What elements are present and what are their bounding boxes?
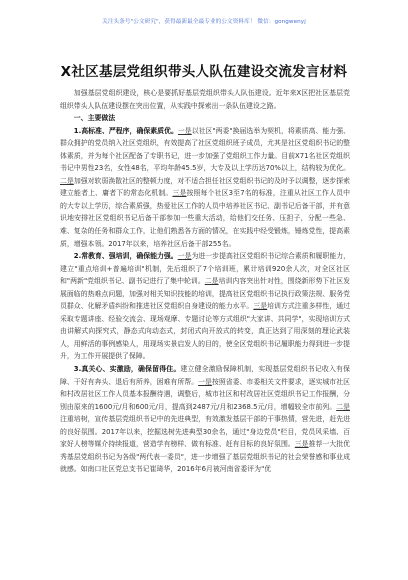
point-marker: 二是 [336,402,350,411]
paragraph-heading: 3.真关心、实激励，确保留得住。 [73,365,181,374]
document-title: X社区基层党组织带头人队伍建设交流发言材料 [60,64,348,80]
point-marker: 三是 [294,440,309,449]
paragraph-1 [60,125,350,250]
paragraph-text: 推荐一大批优秀基层党组织书记为各级"两代表一委员"，进一步增强了基层党组织书记的社会荣誉感和事业成就感。如南口社区党总支书记崔琦华，2016年6月被河南省委评为"优 [60,440,351,474]
document-body [60,87,350,476]
point-marker: 三是 [172,189,187,198]
point-marker: 三是 [253,302,268,311]
paragraph-heading: 2.常教育、强培训，确保能力强。 [73,252,178,261]
section-heading: 一、主要做法 [73,114,116,123]
paragraph-text: 培训内容突出针对性，围绕新形势下社区发展面临的热难点问题，加强对相关知识技能的培训，提高社区党组织书记执行政策法规、服务党员群众、化解矛盾纠纷和推进社区党组织自身建设的能力水平。 [60,277,351,311]
paragraph-3 [60,363,350,476]
point-marker: 二是 [204,277,219,286]
paragraph-2 [60,250,350,363]
promo-banner[interactable]: 关注头条号"公文研究"，获得最新最全最专业的公文资料库！ 微信：gongwenyj [102,19,306,25]
point-marker: 一是 [177,126,192,135]
paragraph-heading: 1.高标准、严程序，确保素质优。 [73,126,178,135]
paragraph-text: 按照省委、市委相关文件要求，逐实城市社区和村改居社区工作人员基本报酬待遇，调整后，城市社区和村改居社区党组织书记工作报酬，分别由原来的1600元/月和600元/月，提高到2487元/月和2368.5元/月，增幅较全市前列。 [60,377,351,411]
point-marker: 二是 [60,176,74,185]
paragraph-text: 以社区"两委"换届选举为契机，将素质高、能力强、群众拥护的党员纳入社区党组织，有效提高了社区党组织班子成员，尤其是社区党组织书记的整体素质，并为每个社区配备了专职书记，进一步加强了党组织工作力量。目前X71名社区党组织书记中男性23名，女性48名，平均年龄45.5岁，大专及以上学历达70%以上，结构较为优化。 [60,126,350,173]
point-marker: 一是 [198,377,212,386]
paragraph-text: 注重培树，宣传基层党组织书记中的先进典型，有效激发基层干部的干事热情，营先进，赶先进的良好氛围。2017年以来，挖掘选树先进典型30余名，通过"身边党员"栏目，党员风采墙、百家好人榜等媒介持续报道，营造学有榜样、做有标准、赶有目标的良好氛围。 [60,415,350,449]
paragraph-text: 建立健全激励保障机制，实现基层党组织书记收入有保障、干好有奔头、退后有所养，困难有所帮。 [60,365,350,386]
intro-paragraph: 加强基层党组织建设，核心是要抓好基层党组织带头人队伍建设。近年来X区把社区基层党组织带头人队伍建设摆在突出位置，从实践中探索出一条队伍建设之路。 [60,89,350,110]
paragraph-text: 为进一步提高社区党组织书记综合素质和履职能力，建立"重点培训+普遍培训"机制，先后组织了7个培训班，累计培训920余人次，对全区社区和"两新"党组织书记、副书记进行了集中轮训。 [60,252,351,286]
paragraph-text: 培训方式注重多样性，通过采取专题讲座、经验交流会、现场观摩、专题讨论等方式组织"大家讲、共同学"，实现培训方式由讲解式向探究式，静态式向动态式，封闭式向开放式的转变，真正达到了用深刻的理论武装人，用鲜活的事例感染人，用现场实景启发人的目的，使全区党组织书记履职能力得到进一步提升，为工作开展提供了保障。 [60,302,351,361]
paragraph-text: 加强对软弱涣散社区的整顿力度，对不适合担任社区党组织书记的及时予以调整，逐步探索建立能者上、庸者下的常态化机制。 [60,176,350,198]
paragraph-text: 按照每个社区3至7名的标准，注重从社区工作人员中的大专以上学历，综合素质强，热爱社区工作的人员中培养社区书记、副书记后备干部，并有意识地安排社区党组织书记后备干部参加一些重大活动，给他们交任务、压担子，分配一些急、难、复杂的任务和群众工作，让他们熟悉各方面的情况，在实践中经受锻炼，锤炼党性，提高素质，增强本领。2017年以来，培养社区后备干部255名。 [60,189,350,248]
point-marker: 一是 [177,252,192,261]
